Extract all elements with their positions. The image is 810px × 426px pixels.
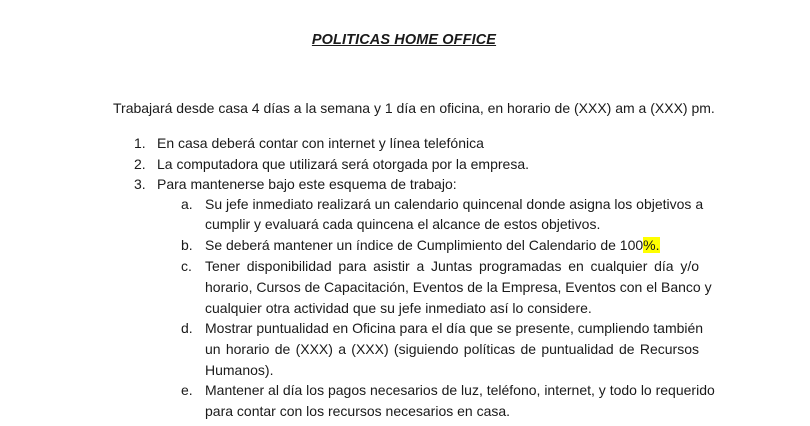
sub-marker-e: e.: [181, 382, 193, 398]
list-item-1: En casa deberá contar con internet y línea telefónica: [157, 135, 484, 151]
sub-item-c-line-1: Tener disponibilidad para asistir a Juntas programadas en cualquier día y/o: [205, 258, 699, 274]
sub-item-e-line-1: Mantener al día los pagos necesarios de luz, teléfono, internet, y todo lo requerido: [205, 382, 715, 398]
sub-marker-d: d.: [181, 320, 193, 336]
sub-item-b-text: Se deberá mantener un índice de Cumplimiento del Calendario de 100: [205, 237, 644, 253]
sub-item-c-line-2: horario, Cursos de Capacitación, Eventos de la Empresa, Eventos con el Banco y: [205, 279, 712, 295]
sub-item-b: [205, 237, 660, 253]
list-item-3: Para mantenerse bajo este esquema de trabajo:: [157, 176, 457, 192]
highlighted-text: %.: [643, 237, 660, 253]
sub-item-e-line-2: para contar con los recursos necesarios en casa.: [205, 403, 511, 419]
sub-item-a-line-2: cumplir y evaluará cada quincena el alcance de estos objetivos.: [205, 216, 601, 232]
sub-marker-c: c.: [181, 258, 192, 274]
sub-marker-b: b.: [181, 237, 193, 253]
sub-item-a-line-1: Su jefe inmediato realizará un calendario quincenal donde asigna los objetivos a: [205, 196, 704, 212]
document-title: POLITICAS HOME OFFICE: [311, 32, 497, 48]
sub-item-d-line-3: Humanos).: [205, 362, 274, 378]
list-marker-2: 2.: [134, 156, 146, 172]
sub-item-d-line-2: un horario de (XXX) a (XXX) (siguiendo políticas de puntualidad de Recursos: [205, 341, 699, 357]
sub-item-d-line-1: Mostrar puntualidad en Oficina para el día que se presente, cumpliendo también: [205, 320, 704, 336]
sub-item-c-line-3: cualquier otra actividad que su jefe inmediato así lo considere.: [205, 300, 592, 316]
intro-paragraph: Trabajará desde casa 4 días a la semana y 1 día en oficina, en horario de (XXX) am a (XXX) pm.: [113, 100, 715, 116]
sub-marker-a: a.: [181, 196, 193, 212]
list-marker-1: 1.: [134, 135, 146, 151]
list-marker-3: 3.: [134, 176, 146, 192]
list-item-2: La computadora que utilizará será otorgada por la empresa.: [157, 156, 529, 172]
